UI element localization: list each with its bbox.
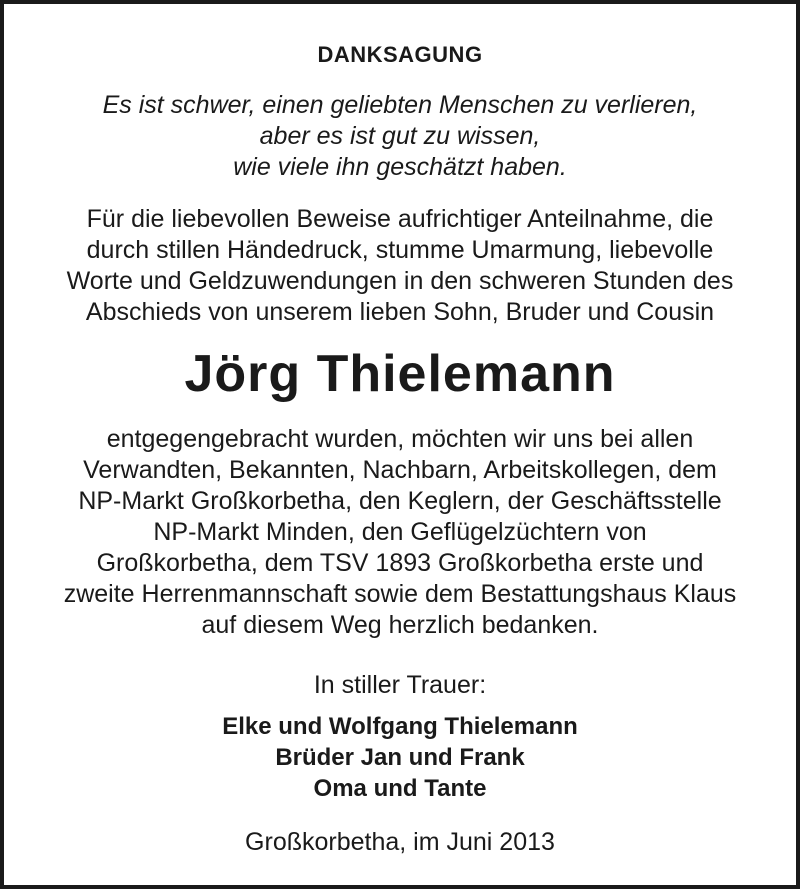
thanks-line: NP-Markt Minden, den Geflügelzüchtern von <box>153 518 647 546</box>
signer: Elke und Wolfgang Thielemann <box>222 713 578 740</box>
thanks-line: Verwandten, Bekannten, Nachbarn, Arbeitskollegen, dem <box>83 456 717 484</box>
quote <box>4 90 796 183</box>
signer: Oma und Tante <box>313 775 487 802</box>
signer: Brüder Jan und Frank <box>275 744 525 771</box>
thanks-line: entgegengebracht wurden, möchten wir uns bei allen <box>106 425 694 453</box>
quote-line: aber es ist gut zu wissen, <box>259 122 541 150</box>
thanks-line: zweite Herrenmannschaft sowie dem Bestattungshaus Klaus <box>63 580 737 608</box>
intro-line: Abschieds von unserem lieben Sohn, Bruder und Cousin <box>85 298 715 326</box>
thanks-line: auf diesem Weg herzlich bedanken. <box>201 611 599 639</box>
thanks-line: Großkorbetha, dem TSV 1893 Großkorbetha erste und <box>96 549 704 577</box>
intro-line: Worte und Geldzuwendungen in den schweren Stunden des <box>66 267 734 295</box>
intro-paragraph <box>4 204 796 328</box>
notice-heading: DANKSAGUNG <box>317 42 483 67</box>
thanks-paragraph <box>4 424 796 641</box>
deceased-name: Jörg Thielemann <box>184 345 616 403</box>
quote-line: Es ist schwer, einen geliebten Menschen zu verlieren, <box>102 91 698 119</box>
signers <box>4 711 796 804</box>
intro-line: durch stillen Händedruck, stumme Umarmung, liebevolle <box>86 236 714 264</box>
mourning-label: In stiller Trauer: <box>313 671 487 699</box>
intro-line: Für die liebevollen Beweise aufrichtiger Anteilnahme, die <box>86 205 714 233</box>
place-date: Großkorbetha, im Juni 2013 <box>245 828 555 856</box>
quote-line: wie viele ihn geschätzt haben. <box>233 153 567 181</box>
thanks-line: NP-Markt Großkorbetha, den Keglern, der Geschäftsstelle <box>78 487 722 515</box>
